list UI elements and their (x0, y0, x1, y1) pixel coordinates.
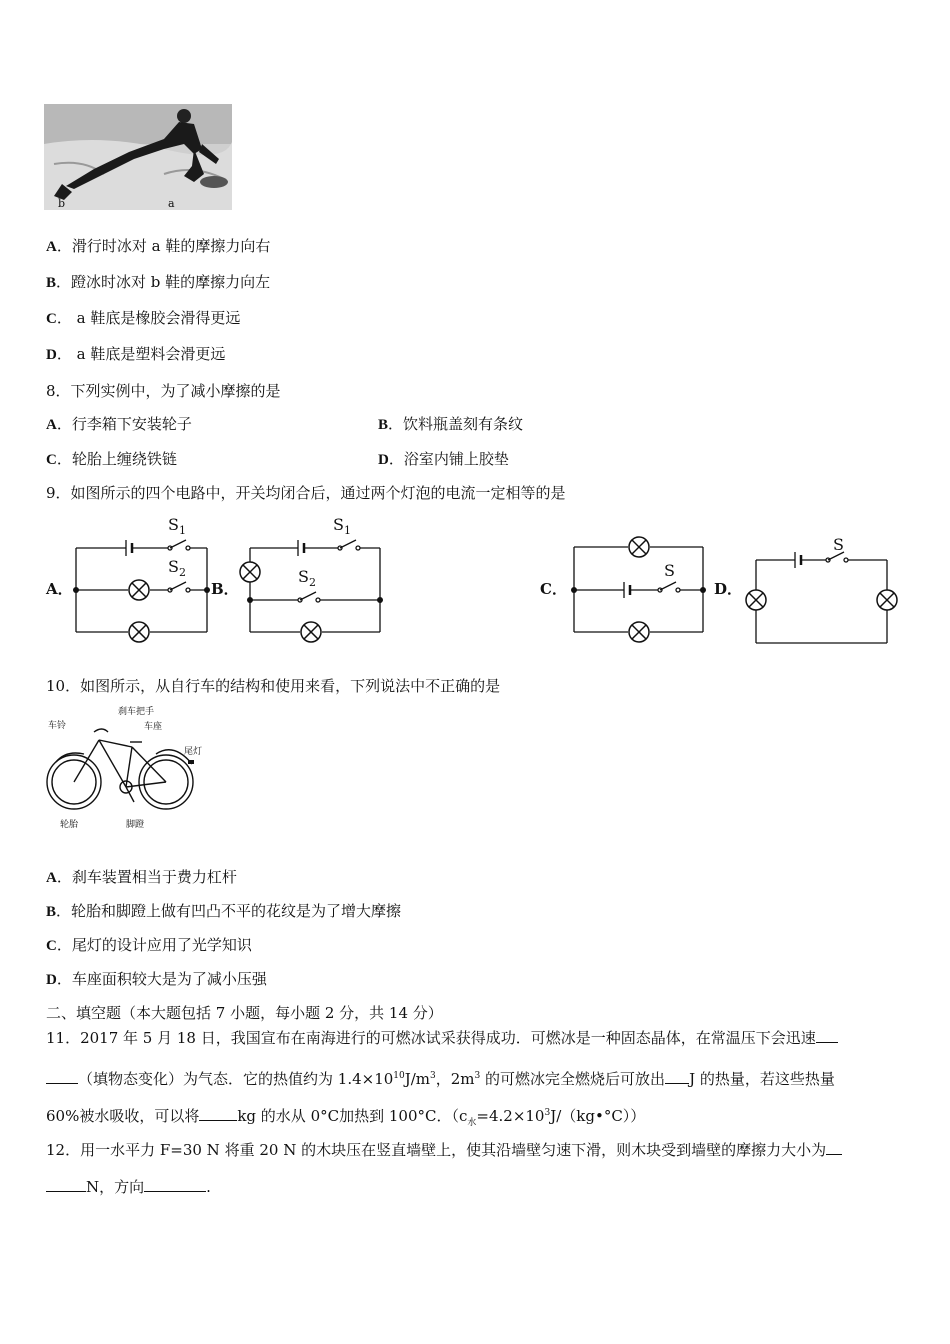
bicycle-figure (44, 702, 204, 832)
q10-option-c: C．尾灯的设计应用了光学知识 (46, 936, 252, 954)
label-taillight: 尾灯 (184, 747, 203, 757)
circuit-d (714, 552, 887, 643)
q10-option-d: D．车座面积较大是为了减小压强 (46, 970, 267, 988)
circuit-b (211, 540, 380, 632)
label-pedal: 脚蹬 (126, 820, 145, 830)
label-seat: 车座 (144, 722, 163, 732)
q12-line1: 12．用一水平力 F=30 N 将重 20 N 的木块压在竖直墙壁上，使其沿墙壁匀速下滑，则木块受到墙壁的摩擦力大小为 (46, 1140, 842, 1160)
q9-stem: 9．如图所示的四个电路中，开关均闭合后，通过两个灯泡的电流一定相等的是 (46, 484, 566, 502)
q8-stem: 8．下列实例中，为了减小摩擦的是 (46, 382, 281, 400)
q9-circuits (40, 510, 910, 660)
circuit-a (45, 540, 207, 632)
label-b: b (58, 197, 66, 210)
q7-option-b: B．蹬冰时冰对 b 鞋的摩擦力向左 (46, 273, 271, 291)
q11-line2: （填物态变化）为气态．它的热值约为 $1.4\times 10^{10}J/m^3$，$2m^3$ 的可燃冰完全燃烧后可放出 J 的热量，若这些热量 (46, 1066, 835, 1089)
q11-line1: 11．2017 年 5 月 18 日，我国宣布在南海进行的可燃冰试采获得成功．可燃冰是一种固态晶体，在常温压下会迅速 (46, 1028, 838, 1048)
skating-photo (44, 104, 232, 210)
q7-option-c: C． a 鞋底是橡胶会滑得更远 (46, 309, 241, 327)
label-tire: 轮胎 (60, 820, 79, 830)
circuit-b-s1: $S_1$ (333, 515, 351, 537)
circuit-d-label: D． (714, 580, 743, 598)
q10-option-b: B．轮胎和脚蹬上做有凹凸不平的花纹是为了增大摩擦 (46, 902, 402, 920)
circuit-d-s: S (833, 535, 844, 554)
circuit-a-s2: $S_2$ (168, 557, 186, 579)
q8-option-a: A．行李箱下安装轮子 (46, 415, 192, 433)
label-a: a (168, 197, 175, 210)
q7-option-a: A．滑行时冰对 a 鞋的摩擦力向右 (46, 237, 271, 255)
q8-option-d: D．浴室内铺上胶垫 (378, 450, 509, 468)
section-2-heading: 二、填空题（本大题包括 7 小题，每小题 2 分，共 14 分） (46, 1004, 443, 1022)
q10-option-a: A．刹车装置相当于费力杠杆 (46, 868, 237, 886)
circuit-c-label: C． (540, 580, 567, 598)
q11-line3: 60%被水吸收，可以将 kg 的水从 0°C加热到 100°C．$(c_水=4.2\times 10^3J/(kg•^\circ C))$ (46, 1107, 646, 1128)
circuit-a-label: A． (46, 580, 73, 598)
q10-stem: 10．如图所示，从自行车的结构和使用来看，下列说法中不正确的是 (46, 677, 501, 695)
circuit-c-s: S (664, 561, 675, 580)
q8-option-b: B．饮料瓶盖刻有条纹 (378, 415, 524, 433)
q8-option-c: C．轮胎上缠绕铁链 (46, 450, 177, 468)
q12-line2: N，方向 . (46, 1177, 211, 1197)
circuit-b-label: B． (211, 580, 239, 598)
q7-option-d: D． a 鞋底是塑料会滑更远 (46, 345, 226, 363)
circuit-b-s2: $S_2$ (298, 567, 316, 589)
label-bell: 车铃 (48, 721, 67, 731)
circuit-c (540, 547, 703, 632)
label-brake: 刹车把手 (118, 707, 155, 717)
circuit-a-s1: $S_1$ (168, 515, 186, 537)
